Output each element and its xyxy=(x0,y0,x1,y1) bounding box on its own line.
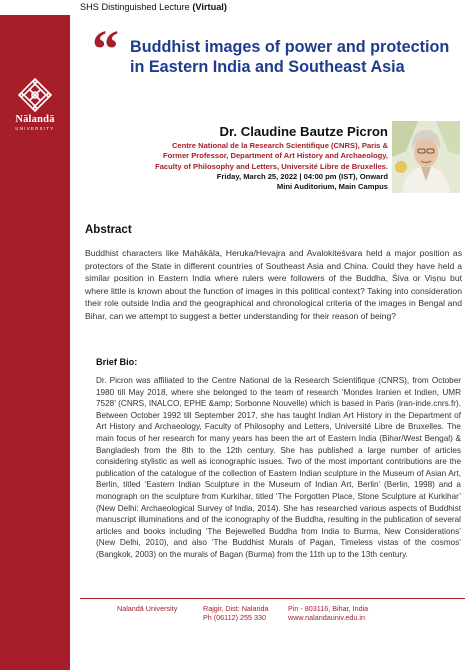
speaker-affiliation-line: Former Professor, Department of Art History and Archaeology, xyxy=(162,151,388,161)
footer-address-line: Rajgir, Dist: Nalanda xyxy=(203,604,269,613)
speaker-block xyxy=(58,124,388,192)
bio-text: Dr. Picron was affiliated to the Centre National de la Research Scientifique (CNRS), from October 1980 till May 2018, where she belonged to the team of research ‘Mondes Iranien et Indien, UMR 7528’ (CNRS, INALCO, EPHE &amp; Sorbonne Nouvelle) which is based in Paris (iran-inde.cnrs.fr). Between October 1992 till September 2017, she has taught Indian Art History in the Department of Art History and Archaeology, Faculty of Philosophy and Letters, Université Libre de Bruxelles. The main focus of her research for many years has been the art of Eastern India (Bihar/West Bengal) & Bangladesh from the 8th to the 12th century. She has published a large number of articles considering stylistic as well as iconographic issues. Two of the most important contributions are the publication of the catalogue of the collection of Eastern Indian sculpture in the Museum of Asian Art, Berlin, titled ‘Eastern Indian Sculpture in the Museum of Indian Art, Berlin’ (Berlin, 1998) and a monograph on the sculpture from Kurkihar, titled ‘The Forgotten Place, Stone Sculpture at Kurkihar’ (New Delhi: Archaeological Survey of India, 2014). She has researched various aspects of Buddhist manuscript illuminations and of the iconography of the Buddha, resulting in the publication of several articles and books including ‘The Bejewelled Buddha from India to Burma, New Considerations’ (New Delhi, 2010), and also ‘The Buddhist Murals of Pagan, Timeless vistas of the cosmos’ (Bangkok, 2003) on the murals of Bagan (Burma) from the 11th up to the 13th century. xyxy=(96,376,461,559)
university-logo xyxy=(11,78,59,144)
speaker-affiliation-line: Centre National de la Research Scientifique (CNRS), Paris & xyxy=(171,141,388,150)
quote-mark-icon: “ xyxy=(92,19,119,79)
series-label: SHS Distinguished Lecture xyxy=(80,2,190,12)
footer-phone: Ph (06112) 255 330 xyxy=(203,613,267,623)
footer-divider xyxy=(80,598,465,599)
footer-institution xyxy=(117,604,177,613)
event-venue: Mini Auditorium, Main Campus xyxy=(276,182,388,192)
knot-emblem-icon xyxy=(18,78,52,112)
logo-name: Nālandā xyxy=(15,114,55,125)
lecture-series xyxy=(80,2,227,12)
logo-subtitle: UNIVERSITY xyxy=(15,126,55,131)
footer-institution-name: Nalandā University xyxy=(117,604,178,613)
speaker-name: Dr. Claudine Bautze Picron xyxy=(219,124,388,139)
footer-location xyxy=(288,604,368,623)
abstract-heading: Abstract xyxy=(85,224,132,236)
speaker-photo xyxy=(392,121,460,193)
series-mode: (Virtual) xyxy=(192,2,227,12)
speaker-affiliation-line: Faculty of Philosophy and Letters, Université Libre de Bruxelles. xyxy=(155,161,388,171)
footer-address xyxy=(203,604,269,623)
footer-pin: Pin - 803116, Bihar, India xyxy=(288,604,369,613)
speaker-portrait-icon xyxy=(392,121,460,193)
brand-sidebar xyxy=(0,15,70,670)
bio-heading: Brief Bio: xyxy=(96,357,138,367)
abstract-text: Buddhist characters like Mahākāla, Heruka/Hevajra and Avalokiteśvara held a major position as protectors of the State in different countries of Southeast Asia and China. Could they have held a similar position in Eastern India where rulers were followers of the Buddha, Śiva or Viṣṇu but where little is known about the function of images in this political context? Taking into consideration their role outside India and the geographical and chronological criteria of the images in Bengal and Bihar, can we attempt to suggest a better understanding for their reason of being? xyxy=(85,248,462,321)
footer-website-link[interactable]: www.nalandauniv.edu.in xyxy=(288,613,365,623)
lecture-title: Buddhist images of power and protection in Eastern India and Southeast Asia xyxy=(130,38,450,76)
event-datetime: Friday, March 25, 2022 | 04:00 pm (IST), Onward xyxy=(216,171,388,181)
